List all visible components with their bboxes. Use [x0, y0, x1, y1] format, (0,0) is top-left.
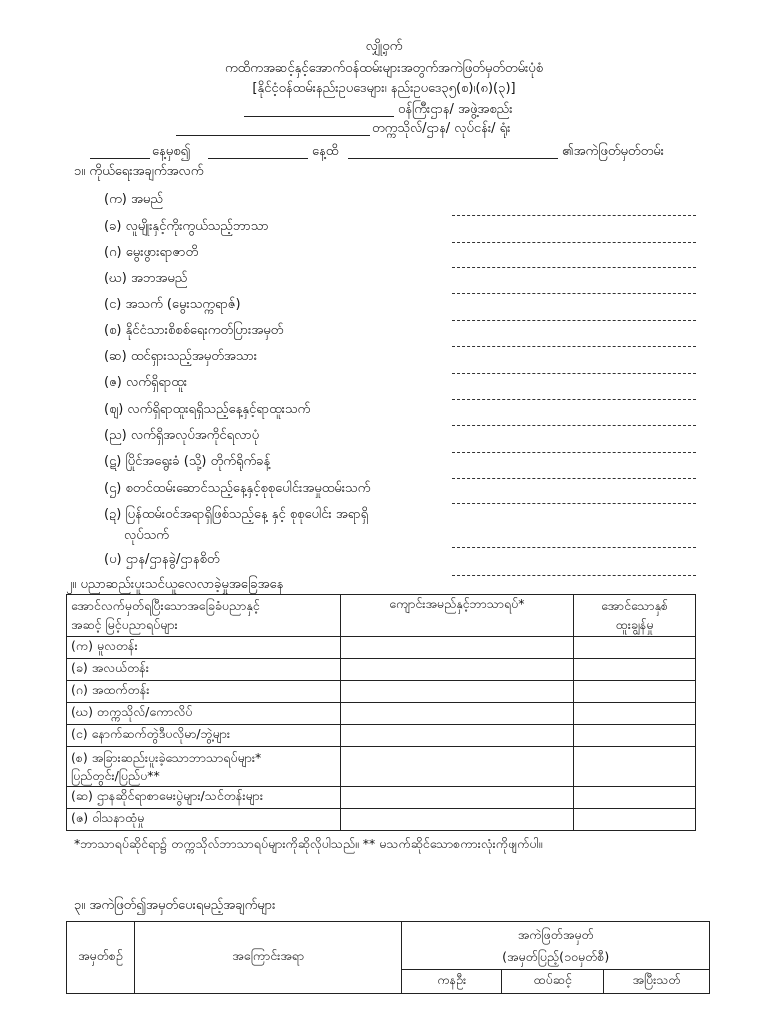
education-school-cell[interactable]: [340, 681, 574, 703]
education-school-cell[interactable]: [340, 747, 574, 787]
education-year-cell[interactable]: [574, 637, 696, 659]
to-date-blank[interactable]: [208, 158, 308, 159]
education-level: (င) နောက်ဆက်တွဲဒီပလိုမာ/ဘွဲ့များ: [67, 725, 341, 747]
field-age-line[interactable]: [452, 320, 696, 321]
table-row: [67, 681, 696, 703]
education-table: [66, 594, 696, 831]
field-birthplace: (ဂ) မွေးဖွားရာဇာတိ: [104, 245, 199, 260]
field-birthplace-line[interactable]: [452, 267, 696, 268]
field-position-date-line[interactable]: [452, 425, 696, 426]
evaluation-subheader-final: အပြီးသတ်: [604, 970, 710, 994]
evaluation-header-row: [67, 922, 710, 970]
education-header-level: [67, 595, 341, 637]
field-job-method-line[interactable]: [452, 452, 696, 453]
field-selection-line[interactable]: [452, 478, 696, 479]
department-blank[interactable]: [176, 135, 370, 136]
field-marks: (ဆ) ထင်ရှားသည့်အမှတ်အသား: [104, 349, 258, 364]
education-header-year-line2: ထူးချွန်မှု: [615, 617, 654, 632]
section3-title: ၃။ အကဲဖြတ်၍အမှတ်ပေးရမည့်အချက်များ: [74, 898, 276, 913]
field-reinstated-wrap: လုပ်သက်: [124, 528, 169, 543]
field-name: (က) အမည်: [104, 192, 163, 207]
education-school-cell[interactable]: [340, 787, 574, 809]
ministry-label: ဝန်ကြီးဌာန/ အဖွဲ့အစည်း: [398, 102, 513, 117]
education-year-cell[interactable]: [574, 809, 696, 831]
field-father-name-line[interactable]: [452, 293, 696, 294]
table-row: [67, 659, 696, 681]
education-level-line2: ပြည်တွင်း/ပြည်ပ**: [71, 767, 160, 783]
field-selection: (ဋ) ပြိုင်အရွေးခံ (သို့) တိုက်ရိုက်ခန့်: [104, 454, 271, 469]
table-row: [67, 703, 696, 725]
education-level: (ခ) အလယ်တန်း: [67, 659, 341, 681]
table-row: [67, 637, 696, 659]
field-current-position-line[interactable]: [452, 399, 696, 400]
table-row: [67, 787, 696, 809]
education-school-cell[interactable]: [340, 809, 574, 831]
education-school-cell[interactable]: [340, 725, 574, 747]
field-father-name: (ဃ) အဘအမည်: [104, 271, 188, 286]
department-label: တက္ကသိုလ်/ဌာန/ လုပ်ငန်း/ ရုံး: [372, 121, 511, 136]
education-level-line1: (စ) အခြားဆည်းပူးခဲ့သောဘာသာရပ်များ*: [71, 749, 262, 765]
education-footnote: *ဘာသာရပ်ဆိုင်ရာ၌ တက္ကသိုလ်ဘာသာရပ်များကိုဆိုလိုပါသည်။ ** မသက်ဆိုင်သောစကားလုံးကိုဖျက်ပါ။: [74, 836, 543, 851]
education-level: (ဇ) ဝါသနာထုံမှု: [67, 809, 341, 831]
field-reinstated-line[interactable]: [452, 547, 696, 548]
table-row: [67, 747, 696, 787]
evaluation-subheader-review: ထပ်ဆင့်: [502, 970, 604, 994]
education-year-cell[interactable]: [574, 725, 696, 747]
field-job-method: (ည) လက်ရှိအလုပ်အကိုင်ရလာပုံ: [104, 428, 260, 443]
table-row: [67, 809, 696, 831]
field-marks-line[interactable]: [452, 373, 696, 374]
from-date-blank[interactable]: [90, 158, 150, 159]
education-year-cell[interactable]: [574, 747, 696, 787]
field-name-line[interactable]: [452, 215, 696, 216]
education-header-level-line2: အဆင့် မြင့်ပညာရပ်များ: [71, 617, 178, 632]
field-race-religion-line[interactable]: [452, 242, 696, 243]
education-header-year-line1: အောင်သောနှစ်: [601, 598, 669, 613]
education-header-level-line1: အောင်လက်မှတ်ရပြီးသောအခြေခံပညာနှင့်: [71, 598, 260, 613]
education-level: [67, 747, 341, 787]
form-title: ကထိကအဆင့်နှင့်အောက်ဝန်ထမ်းများအတွက်အကဲဖြတ်မှတ်တမ်းပုံစံ: [224, 61, 544, 76]
field-service-start-line[interactable]: [452, 503, 696, 504]
field-nrc-line[interactable]: [452, 346, 696, 347]
education-school-cell[interactable]: [340, 703, 574, 725]
evaluation-subheader-initial: ကနဦး: [402, 970, 502, 994]
education-level: (က) မူလတန်း: [67, 637, 341, 659]
field-department: (ပ) ဌာန/ဌာနခွဲ/ဌာနစိတ်: [104, 552, 220, 567]
evaluation-table: [66, 921, 710, 994]
evaluation-header-score: [402, 922, 710, 970]
form-rule-reference: [နိုင်ငံ့ဝန်ထမ်းနည်းဥပဒေများ၊ နည်းဥပဒေ၃၅(စ)၊(၈)(၃)]: [252, 81, 516, 96]
to-date-label: နေ့ထိ: [312, 144, 339, 159]
from-date-label: နေ့မှစ၍: [152, 144, 191, 159]
field-age: (င) အသက် (မွေးသက္ကရာဇ်): [104, 297, 241, 312]
section2-title: ၂။ ပညာဆည်းပူးသင်ယူလေလာခဲ့မှုအခြေအနေ: [66, 577, 284, 592]
field-reinstated: (ဍ) ပြန်ထမ်းဝင်အရာရှိဖြစ်သည့်နေ့ နှင့် စုစုပေါင်း အရာရှိ: [104, 507, 369, 522]
field-race-religion: (ခ) လူမျိုးနှင့်ကိုးကွယ်သည့်ဘာသာ: [104, 219, 269, 234]
education-header-row: [67, 595, 696, 637]
field-department-line[interactable]: [452, 575, 696, 576]
evaluation-header-score-line2: (အမှတ်ပြည့်(၁၀မှတ်စီ): [502, 948, 610, 964]
education-year-cell[interactable]: [574, 703, 696, 725]
education-year-cell[interactable]: [574, 681, 696, 703]
education-school-cell[interactable]: [340, 637, 574, 659]
education-header-year: [574, 595, 696, 637]
record-label: ၏အကဲဖြတ်မှတ်တမ်း: [562, 144, 664, 159]
education-school-cell[interactable]: [340, 659, 574, 681]
name-blank[interactable]: [348, 158, 558, 159]
field-position-date: (ဈ) လက်ရှိရာထူးရရှိသည့်နေ့နှင့်ရာထူးသက်: [104, 402, 311, 417]
evaluation-header-score-line1: အကဲဖြတ်အမှတ်: [517, 926, 594, 942]
section1-title: ၁။ ကိုယ်ရေးအချက်အလက်: [74, 164, 204, 179]
education-level: (ဂ) အထက်တန်း: [67, 681, 341, 703]
evaluation-header-no: အမှတ်စဉ်: [67, 922, 135, 994]
confidential-label: လျှို့ဝှက်: [365, 39, 403, 54]
ministry-blank[interactable]: [244, 116, 394, 117]
education-year-cell[interactable]: [574, 787, 696, 809]
education-level: (ဆ) ဌာနဆိုင်ရာစာမေးပွဲများ/သင်တန်းများ: [67, 787, 341, 809]
education-header-school: ကျောင်းအမည်နှင့်ဘာသာရပ်*: [340, 595, 574, 637]
evaluation-header-topic: အကြောင်းအရာ: [134, 922, 402, 994]
field-nrc: (စ) နိုင်ငံသားစိစစ်ရေးကတ်ပြားအမှတ်: [104, 323, 284, 338]
table-row: [67, 725, 696, 747]
education-level: (ဃ) တက္ကသိုလ်/ကောလိပ်: [67, 703, 341, 725]
field-service-start: (ဌ) စတင်ထမ်းဆောင်သည့်နေ့နှင့်စုစုပေါင်းအမှုထမ်းသက်: [104, 481, 371, 496]
education-year-cell[interactable]: [574, 659, 696, 681]
field-current-position: (ဇ) လက်ရှိရာထူး: [104, 375, 188, 390]
